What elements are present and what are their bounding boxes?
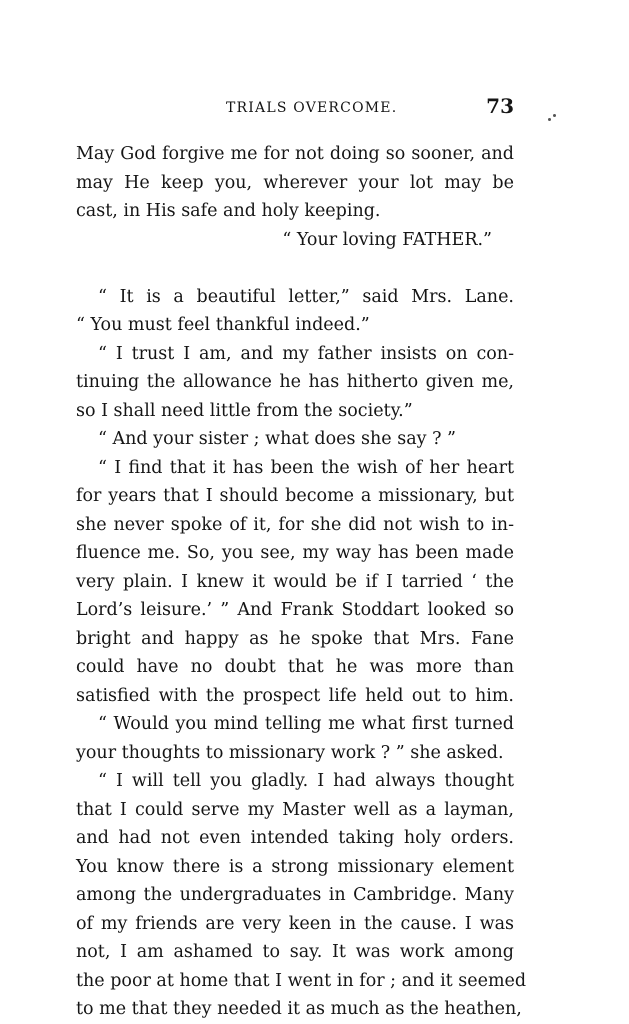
text-line: may He keep you, wherever your lot may be (76, 172, 514, 193)
text-line: “ Your loving FATHER.” (282, 229, 492, 250)
text-line: “ I find that it has been the wish of her heart (98, 457, 514, 478)
text-line: and had not even intended taking holy orders. (76, 828, 514, 848)
body-text (76, 140, 527, 1024)
text-line: You know there is a strong missionary element (76, 856, 514, 877)
text-line: so I shall need little from the society.” (76, 400, 413, 421)
text-line: “ I will tell you gladly. I had always thought (98, 771, 514, 791)
text-line: “ Would you mind telling me what first turned (98, 714, 514, 734)
text-line: “ You must feel thankful indeed.” (76, 315, 370, 335)
text-line: Lord’s leisure.’ ” And Frank Stoddart looked so (76, 600, 514, 620)
text-line: for years that I should become a missionary, but (76, 486, 514, 506)
text-line: “ It is a beautiful letter,” said Mrs. Lane. (98, 286, 514, 307)
text-line: bright and happy as he spoke that Mrs. Fane (76, 628, 514, 649)
text-line: cast, in His safe and holy keeping. (76, 201, 381, 221)
text-line: she never spoke of it, for she did not wish to in- (76, 514, 514, 535)
page-number: 73 (486, 94, 514, 118)
text-line: “ And your sister ; what does she say ? ” (98, 429, 456, 449)
text-line: that I could serve my Master well as a layman, (76, 799, 514, 820)
text-line: satisfied with the prospect life held out to him. (76, 685, 514, 706)
text-line: very plain. I knew it would be if I tarried ‘ the (76, 571, 514, 592)
running-head: TRIALS OVERCOME. (226, 100, 398, 116)
text-line: not, I am ashamed to say. It was work among (76, 942, 514, 962)
text-line: among the undergraduates in Cambridge. Many (76, 885, 514, 905)
print-speck (553, 114, 556, 117)
text-line: to me that they needed it as much as the heathen, (76, 999, 522, 1019)
text-line: of my friends are very keen in the cause. I was (76, 913, 514, 934)
text-line: “ I trust I am, and my father insists on con- (98, 343, 514, 364)
text-line: fluence me. So, you see, my way has been made (76, 543, 514, 563)
print-speck (548, 118, 551, 121)
text-line: could have no doubt that he was more than (76, 657, 514, 677)
text-line: May God forgive me for not doing so sooner, and (76, 144, 514, 164)
text-line: tinuing the allowance he has hitherto given me, (76, 372, 514, 392)
text-line: the poor at home that I went in for ; and it seemed (76, 970, 527, 991)
page-header (76, 96, 514, 122)
blank-line (76, 254, 514, 283)
text-line: your thoughts to missionary work ? ” she asked. (76, 742, 504, 763)
